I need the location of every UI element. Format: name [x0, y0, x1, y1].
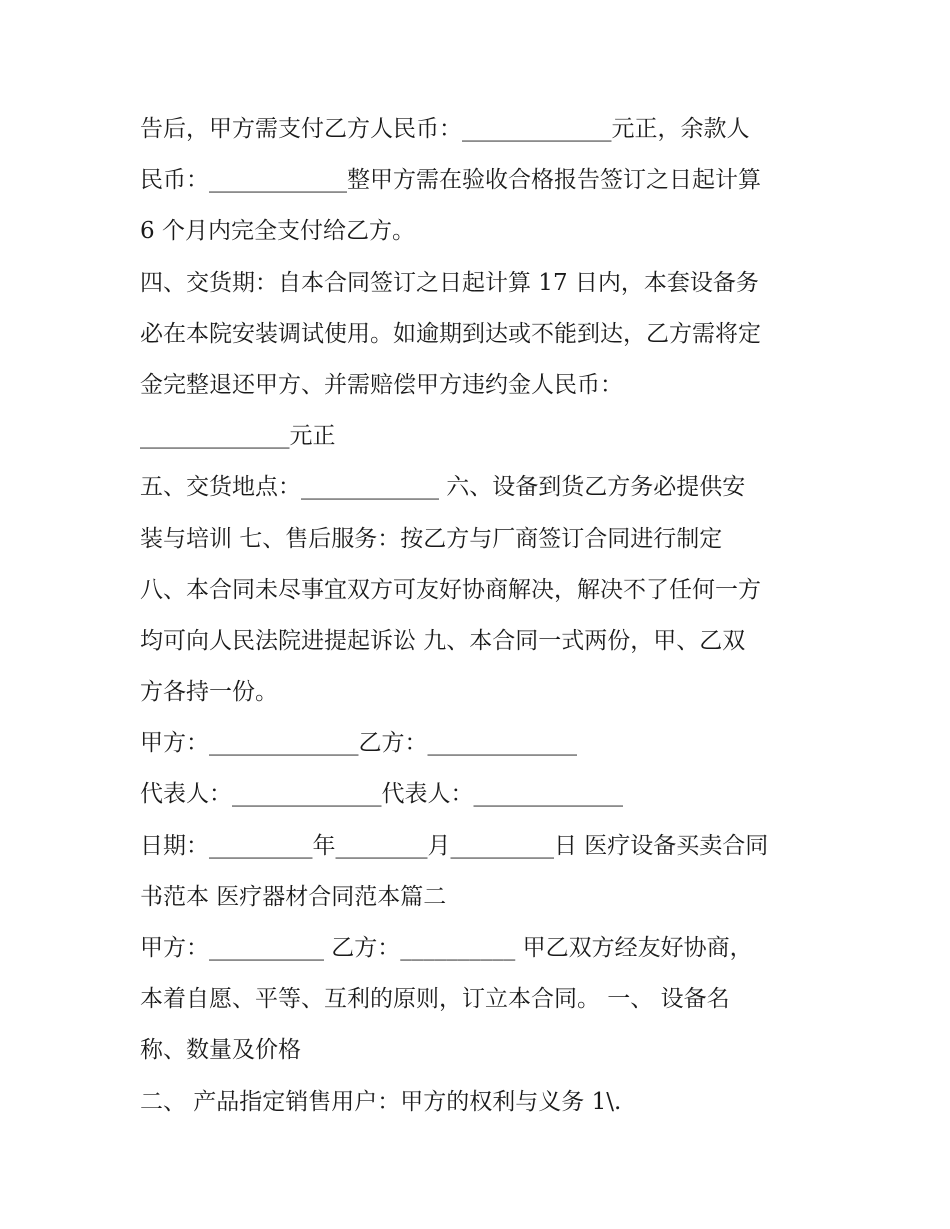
text-line: 二、 产品指定销售用户：甲方的权利与义务 1\. — [140, 1088, 622, 1115]
text-line: 告后，甲方需支付乙方人民币：_____________元正，余款人 — [140, 116, 750, 142]
text-line: _____________元正 — [140, 423, 336, 450]
text-line: 装与培训 七、售后服务：按乙方与厂商签订合同进行制定 — [140, 525, 723, 552]
contract-body-text — [140, 104, 830, 1128]
text-line: 书范本 医疗器材合同范本篇二 — [140, 883, 447, 910]
text-line: 本着自愿、平等、互利的原则，订立本合同。 一、 设备名 — [140, 986, 730, 1013]
text-line: 必在本院安装调试使用。如逾期到达或不能到达，乙方需将定 — [140, 320, 761, 347]
text-line: 均可向人民法院进提起诉讼 九、本合同一式两份，甲、乙双 — [140, 627, 746, 654]
text-line: 八、本合同未尽事宜双方可友好协商解决，解决不了任何一方 — [140, 576, 761, 603]
text-line: 甲方：__________ 乙方：__________ 甲乙双方经友好协商， — [140, 935, 753, 961]
text-line: 四、交货期：自本合同签订之日起计算 17 日内，本套设备务 — [140, 269, 759, 296]
text-line: 金完整退还甲方、并需赔偿甲方违约金人民币： — [140, 371, 623, 398]
date-line: 日期：_________年________月_________日 医疗设备买卖合同 — [140, 832, 769, 859]
signature-line-representative: 代表人：_____________代表人：_____________ — [140, 781, 623, 808]
text-line: 6 个月内完全支付给乙方。 — [140, 218, 415, 245]
text-line: 民币：____________整甲方需在验收合格报告签订之日起计算 — [140, 167, 761, 194]
signature-line-party: 甲方：_____________乙方：_____________ — [140, 730, 577, 757]
text-line: 方各持一份。 — [140, 679, 278, 706]
text-line: 五、交货地点：____________ 六、设备到货乙方务必提供安 — [140, 474, 746, 501]
text-line: 称、数量及价格 — [140, 1037, 301, 1064]
